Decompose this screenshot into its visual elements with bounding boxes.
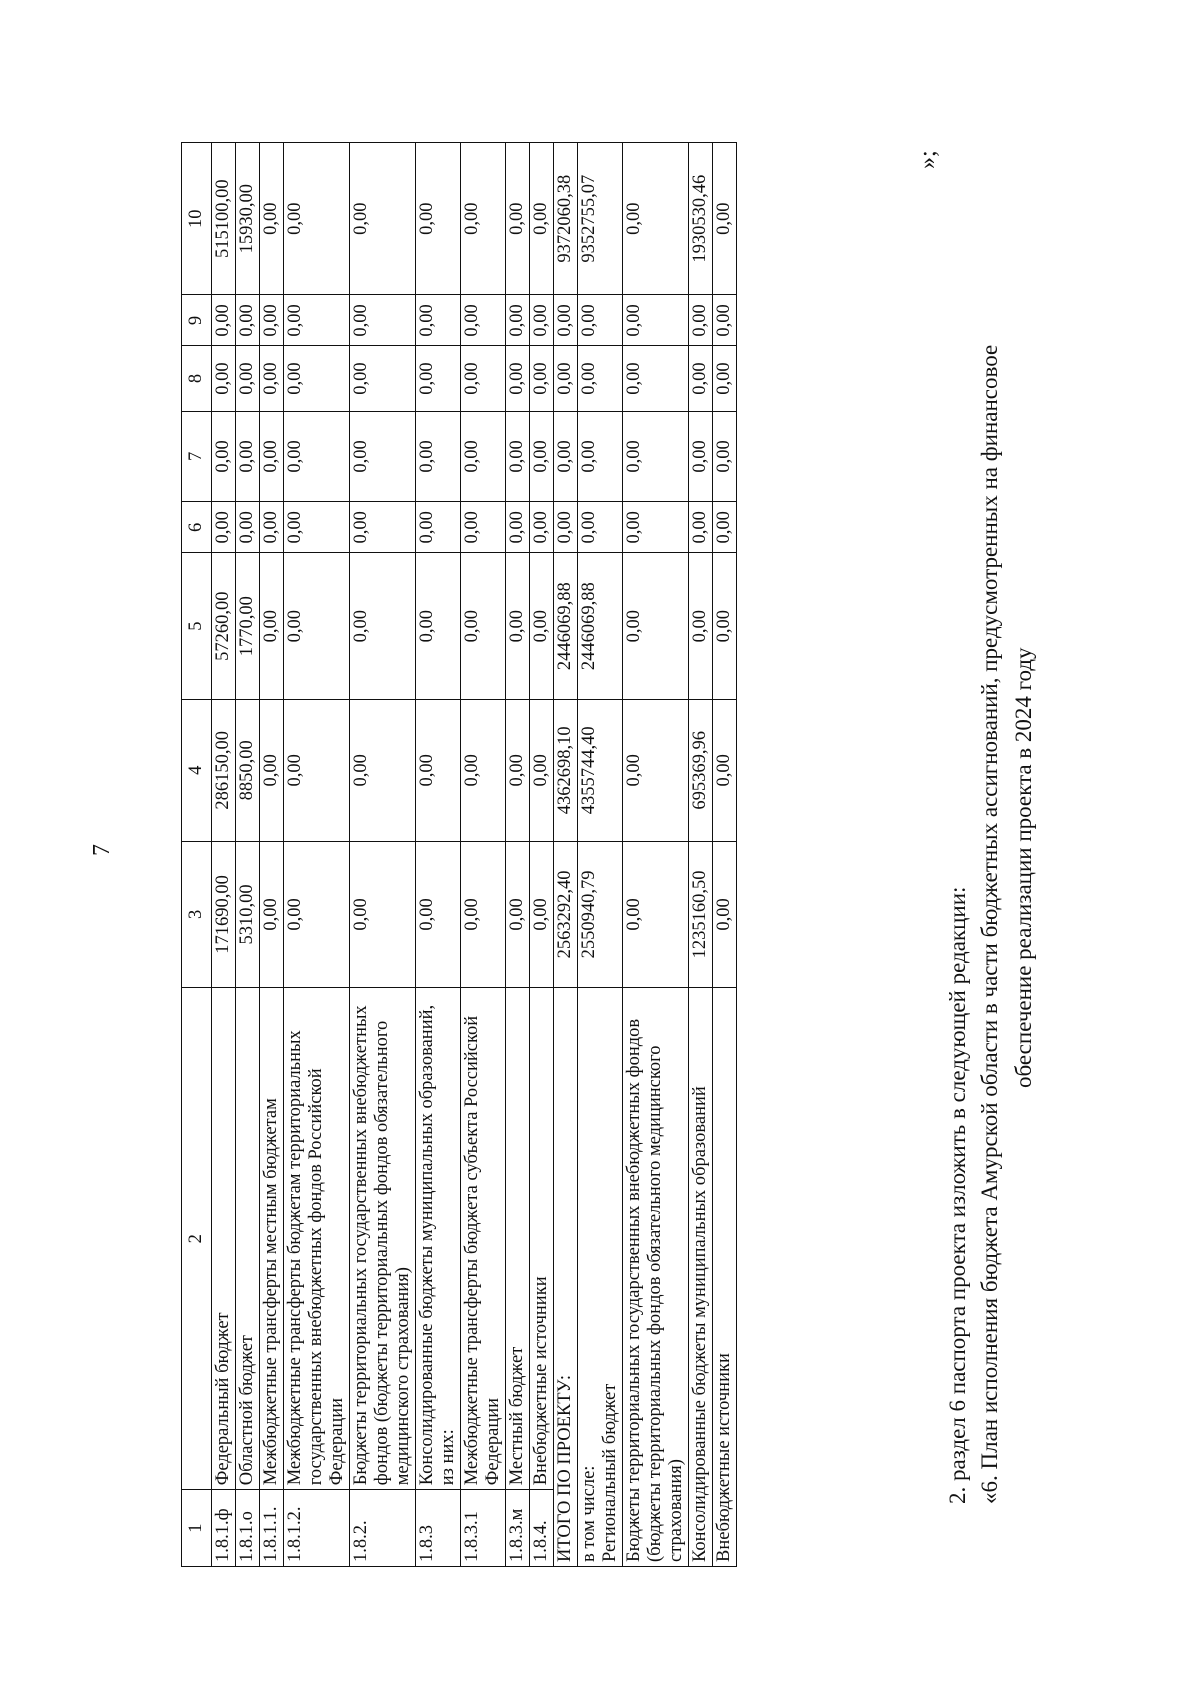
value-cell: 0,00 — [350, 346, 416, 411]
value-cell: 515100,00 — [212, 143, 236, 295]
summary-value-cell: 1930530,46 — [689, 143, 713, 295]
value-cell: 0,00 — [284, 346, 350, 411]
total-label: ИТОГО ПО ПРОЕКТУ: — [554, 988, 578, 1567]
value-cell: 0,00 — [284, 143, 350, 295]
summary-row-name: Бюджеты территориальных государственных внебюджетных фондов (бюджеты территориальных фондов обязательного медицинского страхования) — [623, 988, 689, 1567]
summary-value-cell: 0,00 — [713, 346, 737, 411]
row-code: 1.8.1.2. — [284, 1490, 350, 1567]
value-cell: 171690,00 — [212, 841, 236, 987]
regional-value-cell: 2550940,79 — [578, 841, 623, 987]
table-row — [236, 143, 260, 1567]
total-value-cell: 2563292,40 — [554, 841, 578, 987]
table-row — [212, 143, 236, 1567]
value-cell: 0,00 — [530, 143, 554, 295]
row-name: Межбюджетные трансферты бюджетам территориальных государственных внебюджетных фондов Российской Федерации — [284, 988, 350, 1490]
value-cell: 0,00 — [260, 143, 284, 295]
value-cell: 0,00 — [236, 295, 260, 346]
section-heading-line-1: «6. План исполнения бюджета Амурской области в части бюджетных ассигнований, предусмотренных на финансовое — [977, 344, 1002, 1504]
value-cell: 0,00 — [530, 502, 554, 553]
summary-value-cell: 0,00 — [713, 295, 737, 346]
regional-budget-name: Региональный бюджет — [600, 1383, 620, 1562]
value-cell: 1770,00 — [236, 553, 260, 699]
value-cell: 15930,00 — [236, 143, 260, 295]
value-cell: 0,00 — [530, 295, 554, 346]
row-code: 1.8.1.ф — [212, 1490, 236, 1567]
value-cell: 0,00 — [530, 346, 554, 411]
value-cell: 0,00 — [461, 411, 506, 502]
value-cell: 0,00 — [416, 699, 461, 841]
value-cell: 0,00 — [506, 699, 530, 841]
regional-value-cell: 0,00 — [578, 295, 623, 346]
incl-caption: в том числе: — [579, 1465, 599, 1562]
column-number-header: 7 — [182, 411, 212, 502]
value-cell: 0,00 — [530, 411, 554, 502]
summary-value-cell: 0,00 — [689, 502, 713, 553]
column-number-header: 10 — [182, 143, 212, 295]
total-value-cell: 4362698,10 — [554, 699, 578, 841]
value-cell: 0,00 — [350, 841, 416, 987]
summary-value-cell: 0,00 — [689, 411, 713, 502]
column-number-header: 8 — [182, 346, 212, 411]
value-cell: 0,00 — [236, 502, 260, 553]
summary-value-cell: 0,00 — [623, 346, 689, 411]
value-cell: 0,00 — [350, 143, 416, 295]
value-cell: 0,00 — [416, 411, 461, 502]
value-cell: 0,00 — [506, 553, 530, 699]
value-cell: 0,00 — [461, 553, 506, 699]
summary-value-cell: 0,00 — [689, 553, 713, 699]
summary-value-cell: 0,00 — [623, 411, 689, 502]
row-name: Областной бюджет — [236, 988, 260, 1490]
row-name: Межбюджетные трансферты бюджета субъекта Российской Федерации — [461, 988, 506, 1490]
budget-table — [181, 142, 737, 1567]
value-cell: 0,00 — [350, 411, 416, 502]
summary-row-name: Внебюджетные источники — [713, 988, 737, 1567]
total-value-cell: 9372060,38 — [554, 143, 578, 295]
total-row — [554, 143, 578, 1567]
page-number: 7 — [89, 844, 115, 856]
row-name: Консолидированные бюджеты муниципальных образований, из них: — [416, 988, 461, 1490]
summary-value-cell: 0,00 — [623, 699, 689, 841]
value-cell: 0,00 — [530, 699, 554, 841]
closing-quote-mark: »; — [915, 150, 941, 169]
summary-value-cell: 0,00 — [689, 295, 713, 346]
regional-value-cell: 9352755,07 — [578, 143, 623, 295]
value-cell: 0,00 — [212, 346, 236, 411]
value-cell: 0,00 — [212, 411, 236, 502]
row-code: 1.8.2. — [350, 1490, 416, 1567]
section-heading-line-2: обеспечение реализации проекта в 2024 году — [1011, 647, 1036, 1088]
row-code: 1.8.1.1. — [260, 1490, 284, 1567]
summary-value-cell: 0,00 — [623, 143, 689, 295]
value-cell: 0,00 — [236, 411, 260, 502]
value-cell: 0,00 — [260, 502, 284, 553]
value-cell: 0,00 — [284, 699, 350, 841]
value-cell: 8850,00 — [236, 699, 260, 841]
column-number-header: 4 — [182, 699, 212, 841]
summary-value-cell: 0,00 — [713, 143, 737, 295]
value-cell: 0,00 — [284, 841, 350, 987]
summary-value-cell: 0,00 — [623, 295, 689, 346]
value-cell: 0,00 — [506, 411, 530, 502]
value-cell: 0,00 — [506, 841, 530, 987]
total-value-cell: 2446069,88 — [554, 553, 578, 699]
value-cell: 0,00 — [212, 502, 236, 553]
value-cell: 0,00 — [260, 411, 284, 502]
value-cell: 0,00 — [350, 295, 416, 346]
value-cell: 0,00 — [416, 295, 461, 346]
total-value-cell: 0,00 — [554, 346, 578, 411]
amendment-item: 2. раздел 6 паспорта проекта изложить в следующей редакции: — [945, 886, 970, 1504]
value-cell: 0,00 — [506, 346, 530, 411]
summary-row — [713, 143, 737, 1567]
regional-value-cell: 0,00 — [578, 502, 623, 553]
value-cell: 0,00 — [530, 553, 554, 699]
table-row — [416, 143, 461, 1567]
row-name: Межбюджетные трансферты местным бюджетам — [260, 988, 284, 1490]
regional-value-cell: 2446069,88 — [578, 553, 623, 699]
value-cell: 0,00 — [506, 143, 530, 295]
regional-budget-row — [578, 143, 623, 1567]
row-code: 1.8.1.о — [236, 1490, 260, 1567]
table-row — [260, 143, 284, 1567]
row-code: 1.8.3.1 — [461, 1490, 506, 1567]
value-cell: 57260,00 — [212, 553, 236, 699]
summary-value-cell: 0,00 — [623, 841, 689, 987]
value-cell: 0,00 — [506, 295, 530, 346]
value-cell: 0,00 — [350, 502, 416, 553]
column-number-header: 9 — [182, 295, 212, 346]
table-row — [506, 143, 530, 1567]
regional-value-cell: 0,00 — [578, 411, 623, 502]
row-code: 1.8.3 — [416, 1490, 461, 1567]
summary-row — [623, 143, 689, 1567]
row-code: 1.8.3.м — [506, 1490, 530, 1567]
value-cell: 0,00 — [506, 502, 530, 553]
value-cell: 0,00 — [284, 502, 350, 553]
column-number-header: 1 — [182, 1490, 212, 1567]
total-value-cell: 0,00 — [554, 411, 578, 502]
total-value-cell: 0,00 — [554, 502, 578, 553]
value-cell: 0,00 — [236, 346, 260, 411]
regional-value-cell: 4355744,40 — [578, 699, 623, 841]
value-cell: 0,00 — [461, 502, 506, 553]
summary-row-name: Консолидированные бюджеты муниципальных образований — [689, 988, 713, 1567]
column-number-header: 6 — [182, 502, 212, 553]
row-code: 1.8.4. — [530, 1490, 554, 1567]
summary-value-cell: 0,00 — [623, 502, 689, 553]
value-cell: 0,00 — [212, 295, 236, 346]
row-name: Бюджеты территориальных государственных внебюджетных фондов (бюджеты территориальных фондов обязательного медицинского страхования) — [350, 988, 416, 1490]
value-cell: 0,00 — [260, 295, 284, 346]
value-cell: 0,00 — [284, 553, 350, 699]
total-value-cell: 0,00 — [554, 295, 578, 346]
value-cell: 0,00 — [416, 143, 461, 295]
regional-value-cell: 0,00 — [578, 346, 623, 411]
value-cell: 0,00 — [350, 699, 416, 841]
value-cell: 0,00 — [260, 553, 284, 699]
table-row — [530, 143, 554, 1567]
value-cell: 0,00 — [350, 553, 416, 699]
summary-value-cell: 0,00 — [713, 502, 737, 553]
value-cell: 0,00 — [284, 411, 350, 502]
summary-row — [689, 143, 713, 1567]
table-row — [461, 143, 506, 1567]
row-name: Местный бюджет — [506, 988, 530, 1490]
value-cell: 5310,00 — [236, 841, 260, 987]
value-cell: 0,00 — [416, 502, 461, 553]
value-cell: 0,00 — [461, 346, 506, 411]
value-cell: 0,00 — [461, 699, 506, 841]
value-cell: 286150,00 — [212, 699, 236, 841]
column-number-header: 3 — [182, 841, 212, 987]
summary-value-cell: 0,00 — [623, 553, 689, 699]
value-cell: 0,00 — [461, 295, 506, 346]
summary-value-cell: 1235160,50 — [689, 841, 713, 987]
row-name: Внебюджетные источники — [530, 988, 554, 1490]
value-cell: 0,00 — [416, 346, 461, 411]
summary-value-cell: 0,00 — [689, 346, 713, 411]
row-name: Федеральный бюджет — [212, 988, 236, 1490]
value-cell: 0,00 — [260, 841, 284, 987]
table-body — [182, 143, 737, 1567]
table-header-row — [182, 143, 212, 1567]
column-number-header: 5 — [182, 553, 212, 699]
value-cell: 0,00 — [416, 841, 461, 987]
summary-value-cell: 0,00 — [713, 411, 737, 502]
value-cell: 0,00 — [284, 295, 350, 346]
value-cell: 0,00 — [461, 143, 506, 295]
summary-value-cell: 0,00 — [713, 553, 737, 699]
value-cell: 0,00 — [260, 346, 284, 411]
summary-value-cell: 0,00 — [713, 699, 737, 841]
value-cell: 0,00 — [461, 841, 506, 987]
table-row — [284, 143, 350, 1567]
table-row — [350, 143, 416, 1567]
summary-value-cell: 695369,96 — [689, 699, 713, 841]
regional-budget-label — [578, 988, 623, 1567]
column-number-header: 2 — [182, 988, 212, 1490]
value-cell: 0,00 — [260, 699, 284, 841]
summary-value-cell: 0,00 — [713, 841, 737, 987]
value-cell: 0,00 — [416, 553, 461, 699]
value-cell: 0,00 — [530, 841, 554, 987]
